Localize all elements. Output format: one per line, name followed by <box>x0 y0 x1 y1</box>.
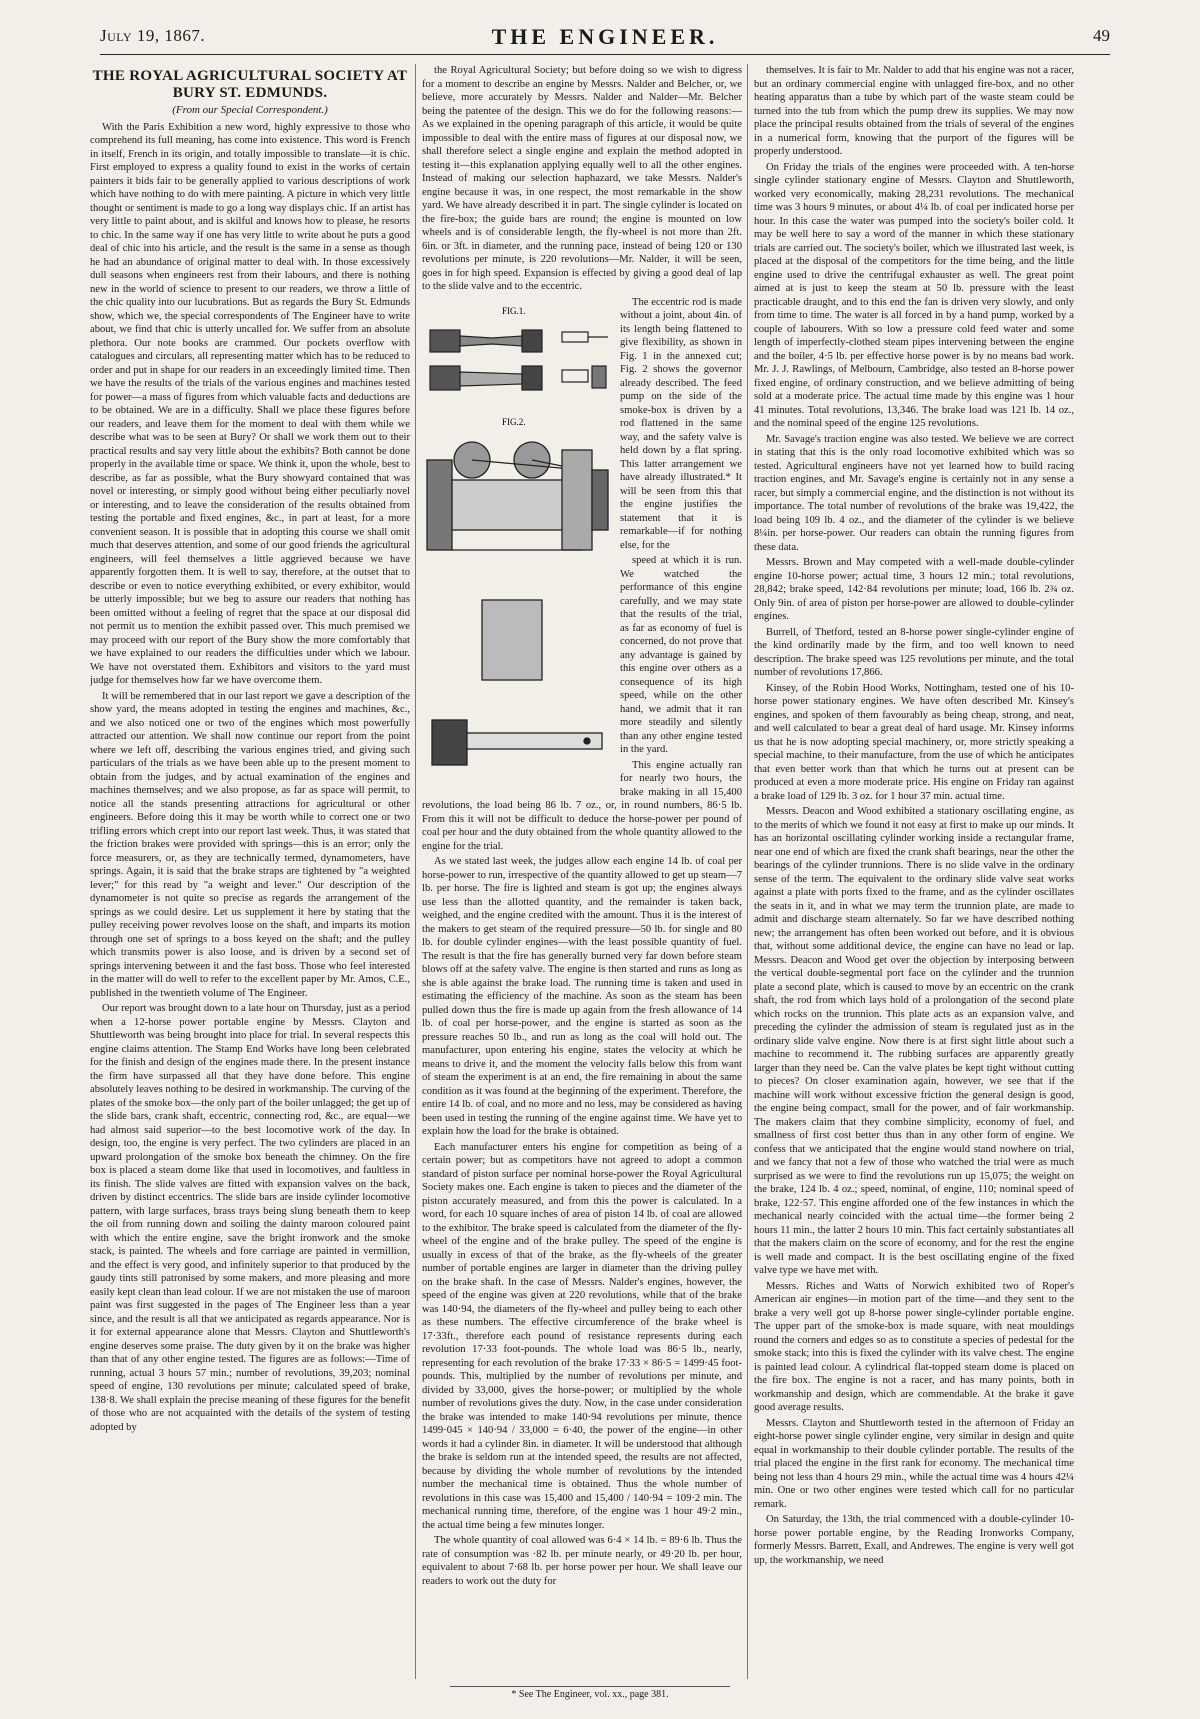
paragraph: Messrs. Deacon and Wood exhibited a stationary oscillating engine, as to the merits of which we found it not easy at first to make up our minds. It has an horizontal oscillating cylinder working inside a rectangular frame, near one end of which are fixed the crank shaft bearings, near the other the bearings of the cylinder trunnions. There is no slide valve in the ordinary sense of the term. The equivalent to the ordinary slide valve seat works against a plate with ports fixed to the frame, and as the cylinder oscillates the seats in it, and in what we may term the trunnion plate, are made to admit and discharge steam alternately. So far we have described nothing new; the arrangement has often been worked out before, and it is obvious that, without some additional device, the engine can have no lead or lap. Messrs. Deacon and Wood get over the objection by interposing between the vertical double-segmental port face on the cylinder and the trunnion plate a second plate, which is caused to move by an eccentric on the crank shaft, the rod from which lays hold of a prolongation of the second plate which rocks on the trunnion. This plate acts as an expansion valve, and preceding the cylinder the admission of steam is regulated just as in the ordinary slide valve engine. Now there is at first sight little about such a machine to recommend it. The rubbing surfaces are apparently greatly larger than they need be. Can the valve plates be kept tight without cutting to pieces? On closer examination again, however, we see that if the machine will work without excessive friction the general design is good, the engine being compact, small for the power, and of fair workmanship. The makers claim that they combine simplicity, economy of fuel, and smallness of first cost better thus than in any other form of engine. We confess that we anticipated that the engine would stand nowhere on trial, and we fancy that not a few of those who watched the trial were as much surprised as we were to find the revolutions run up 15,075; the weight on the brake, 124 lb. 4 oz.; speed, nominal, of engine, 110; nominal speed of brake, 122·57. This engine afforded one of the few instances in which the mechanical nearly coincided with the actual time—the former being 2 hours 11 min., the latter 2 hours 10 min. This fact certainly substantiates all that the makers claim on the score of economy, and for the rest the engine is well made and compact. It is the best oscillating engine of the fixed valve type we have met with. <box>754 806 1074 1276</box>
paragraph: Kinsey, of the Robin Hood Works, Nottingham, tested one of his 10-horse power stationary engines. We have often described Mr. Kinsey's engines, and spoken of them favourably as being cheap, strong, and neat, and well calculated to bear a great deal of hard usage. Mr. Kinsey informs us that he is now adopting special machinery, or, more strictly speaking a special machine, to their manufacture, from the use of which he anticipates that even better work than that which he turns out at present can be produced at even a more moderate price. His engine on Friday ran against a brake load of 129 lb. 3 oz. for 1 hour 37 min. actual time. <box>754 682 1074 802</box>
paragraph: It will be remembered that in our last report we gave a description of the show yard, the means adopted in testing the engines and machines, &c., and we also noticed one or two of the engines which most powerfully attracted our attention. We shall now continue our report from the point where we left off, describing the various engines tried, and giving such particulars of the trials as we have been able up to the present moment to obtain from the judges, and by actual examination of the engines and machines themselves; and we also propose, as far as space will permit, to notice all the stands presenting attractions for agricultural or other engineers. Before doing this it may be worth while to correct one or two trifling errors which crept into our report last week. Thus, it was stated that the friction brakes were provided with springs—this is an error; only the force measurers, or, as they are technically termed, dynamometers, have springs. Again, it is said that the brake straps are tightened by "a weighted lever;" for this read by "a weight and lever." Our description of the dynamometer is not quite so precise as regards the arrangement of the springs as we could desire. Let us supplement it here by stating that the pulley receiving power revolves loose on the shaft, and imparts its motion through one set of springs to a boss keyed on the shaft; and the pulley which transmits power is also loose, and is driven by a second set of springs intervening between it and the fast boss. Those who feel interested in the matter will do well to refer to the excellent paper by Mr. Amos, C.E., published in the twentieth volume of The Engineer. <box>90 690 410 999</box>
paragraph: Messrs. Riches and Watts of Norwich exhibited two of Roper's American air engines—in motion part of the time—and they sent to the brake a very well got up 8-horse power single-cylinder portable engine. The upper part of the smoke-box is made square, with neat mouldings round the corners and edges so as to constitute a species of pedestal for the smoke stack; into this is fixed the cylinder with its valve chest. The engine is painted lead colour. A cylindrical flat-topped steam dome is placed on the fire box. The engine is not a racer, and has many points, both in workmanship and design, which are commendable. At the brake it gave good average results. <box>754 1280 1074 1413</box>
paragraph: As we stated last week, the judges allow each engine 14 lb. of coal per horse-power to run, irrespective of the quantity allowed to get up steam—7 lb. per horse. The fire is lighted and steam is got up; the engines always use less than the allotted quantity, and the remainder is taken back, weighed, and the engine credited with the amount. Thus it is the interest of the makers to get steam of the required pressure—50 lb. for single and 80 lb. for double cylinder engines—with the least possible quantity of fuel. The result is that the fire has generally burned very far down before steam blows off at the safety valve. The engine is then started and runs as long as she is able against the brake load. The running time is taken and used in estimating the efficiency of the machine. As soon as the steam has been pulled down thus the fire is made up again from the fresh allowance of 14 lb. of coal per horse-power, and the engine is started as soon as the pressure reaches 50 lb., and run as long as the coal will hold out. The manufacturer, upon entering his engine, states the velocity at which he means to drive it, and the moment the velocity falls below this from want of steam the experiment is at an end, the fire remaining in about the same condition as it was found at the beginning of the experiment. Therefore, the entire 14 lb. of coal, and no more and no less, may be considered as having been used in testing the running of the engine against time. We have yet to explain how the load for the brake is obtained. <box>422 856 742 1137</box>
column-2 <box>422 64 742 1684</box>
fig1-label: FIG.1. <box>502 305 526 316</box>
masthead-title: THE ENGINEER. <box>491 24 719 49</box>
paragraph: With the Paris Exhibition a new word, highly expressive to those who comprehend its full meaning, has come into existence. This word is French in itself, French in its origin, and totally impossible to translate—it is chic. First employed to express a quality found to exist in the works of certain painters it bids fair to be generally applied to various descriptions of work which have nothing to do with mere painting. A picture in which very little thought or sentiment is made to go a long way displays chic. If an artist has very little to paint about, and is skilful and knows how to please, he resorts to chic. In the same way if one has very little to write about he puts a good deal of chic into his article, and the result is the same in a sense as though he had an abundance of original matter to deal with. In those excessively dull seasons when engineers rest from their labours, and there is nothing new in the world of science to present to our readers, we throw a little of the chic quality into our lucubrations. But as regards the Bury St. Edmunds show, which we, the special correspondents of The Engineer have to write about, we find that chic is utterly uncalled for. We suffer from an absolute plethora. Our note books are crammed. Our pockets overflow with catalogues and circulars, all representing matter which has to be reduced to order and put in shape for our readers in an exceedingly limited time. Then we have the results of the trials of the various engines and machines tested for power—a mass of figures from which valuable facts and deductions are to be obtained. We are in a difficulty. Shall we place these figures before our readers, and leave them for the moment to deal with them while we describe what was to be seen at Bury? Or shall we work them out to their practical results and say very little about the exhibits? Both cannot be done properly in the available time or space. We think it, upon the whole, best to describe, as far as possible, what the Bury showyard contained that was novel or interesting, or simply good without being either peculiarly novel or interesting, and to leave the consideration of the results obtained from testing the portable and fixed engines, &c., in part at least, for a more convenient season. It is possible that in adopting this course we shall omit much that deserves attention, and some of our good friends the agricultural engineers, will feel themselves a little aggrieved because we have apparently forgotten them. It is well to say, therefore, at the outset that to describe or even to notice everything exhibited, or every exhibitor, would be utterly impossible; but we beg to assure our readers that nothing has been omitted without a feeling of regret that the space at our disposal did not permit us to mention the exhibit passed over. This much premised we may proceed with our report of the Bury show the more comfortably that we have explained to our readers the difficulties under which we labour. We have not overstated them. Exhibitors and visitors to the yard must judge for themselves how far we have overcome them. <box>90 121 410 686</box>
footnote: * See The Engineer, vol. xx., page 381. <box>450 1686 730 1700</box>
paragraph: On Saturday, the 13th, the trial commenced with a double-cylinder 10-horse power portable engine, by the Reading Ironworks Company, formerly Messrs. Barrett, Exall, and Andrewes. The engine is very well got up, the workmanship, we need <box>754 1514 1074 1566</box>
column-3 <box>754 64 1074 1684</box>
issue-date: July 19, 1867. <box>100 26 206 45</box>
page-header <box>100 24 1110 55</box>
paragraph: Burrell, of Thetford, tested an 8-horse power single-cylinder engine of the kind ordinarily made by the firm, and too well known to need description. The brake speed was 125 revolutions per minute, and the total number of revolutions 17,866. <box>754 626 1074 678</box>
paragraph: the Royal Agricultural Society; but before doing so we wish to digress for a moment to describe an engine by Messrs. Nalder and Belcher, or, we believe, more accurately by Messrs. Nalder and Nalder—Mr. Belcher being the patentee of the design. This we do for the following reasons:—As we explained in the opening paragraph of this article, it would be quite impossible to deal with the entire mass of figures at our disposal now, we shall therefore select a single engine and explain the method adopted in testing it—this explanation applying equally well to all the other engines. Instead of making our selection haphazard, we take Messrs. Nalder's engine because it was, in one respect, the most remarkable in the show yard. We have already described it in part. The single cylinder is located on the fire-box; the guide bars are round; the engine is mounted on low wheels and is of considerable length, the fly-wheel is not more than 2ft. 6in. or 3ft. in diameter, and the running pace, instead of being 120 or 130 revolutions per minute, is 220 revolutions—Mr. Nalder, it will be seen, goes in for high speed. Expansion is effected by giving a good deal of lap to the slide valve and to the eccentric. <box>422 65 742 292</box>
paragraph: The eccentric rod is made without a joint, about 4in. of its length being flattened to give flexibility, as shown in Fig. 1 in the annexed cut; Fig. 2 shows the governor already described. The feed pump on the side of the smoke-box is driven by a rod flattened in the same way, and the safety valve is held down by a flat spring. This latter arrangement we have already illustrated.* It will be seen from this that the engine justifies the statement that it is remarkable—if for nothing else, for the <box>620 296 742 551</box>
engine-figure <box>422 300 612 785</box>
column-rule <box>747 64 748 1679</box>
paragraph: speed at which it is run. We watched the performance of this engine carefully, and we may state that the results of the trial, as far as economy of fuel is concerned, do not prove that any advantage is gained by this engine over others as a consequence of its high speed, while on the other hand, we admit that it ran more steadily and silently than any other engine tested in the yard. <box>620 555 742 755</box>
eccentric-rod-drawing <box>430 330 608 390</box>
article-title: THE ROYAL AGRICULTURAL SOCIETY AT BURY ST. EDMUNDS. <box>92 68 408 101</box>
paragraph: The whole quantity of coal allowed was 6·4 × 14 lb. = 89·6 lb. Thus the rate of consumption was ·82 lb. per minute nearly, or 49·20 lb. per hour, equivalent to about 7·68 lb. per horse power per hour. We shall leave our readers to work out the duty for <box>422 1535 742 1587</box>
page-number: 49 <box>1093 26 1110 45</box>
paragraph: Messrs. Brown and May competed with a well-made double-cylinder engine 10-horse power; actual time, 3 hours 12 min.; total revolutions, 28,842; brake speed, 142·84 revolutions per minute; load, 166 lb. 2¾ oz. Only 9in. of area of piston per horse-power are allowed to double-cylinder engines. <box>754 557 1074 622</box>
paragraph: Our report was brought down to a late hour on Thursday, just as a period when a 12-horse power portable engine by Messrs. Clayton and Shuttleworth was being brought into place for trial. In several respects this engine claims attention. The Stamp End Works have long been celebrated for the finish and design of the engines made there. In the present instance the firm have surpassed all that they have done before. This engine absolutely leaves nothing to be desired in workmanship. The curving of the plates of the smoke box—the only part of the boiler unlagged; the get up of the slide bars, crank shaft, eccentric, connecting rod, &c., are equal—we had almost said superior—to the best locomotive work of the day. In design, too, the engine is very perfect. The two cylinders are placed in an upward prolongation of the smoke box beneath the chimney. On the fire box is placed a steam dome like that used in locomotives, and faultless in its finish. The slide valves are fitted with expansion valves on the back, driven by distinct eccentrics. The slide bars are inside cylinder locomotive pattern, with large surfaces, brass trays being slung beneath them to keep the oil from running down and soiling the dainty maroon coloured paint with which the entire engine, save the bright ironwork and the smoke stack, is painted. The wheels and fore carriage are painted in vermillion, and the effect is very good, and infinitely superior to that produced by the gaudy tints still patronised by some makers, and more pleasing and more easily kept clean than lead colour. If we are not mistaken the use of maroon paint was first suggested in the pages of The Engineer less than a year since, and the result is all that we anticipated as regards appearance. Nor is it for external appearance alone that Messrs. Clayton and Shuttleworth's engine deserves some praise. The duty given by it on the brake was higher than that of any other engine tested. The figures are as follows:—Time of running, actual 3 hours 57 min.; number of revolutions, 39,203; nominal speed of engine, 130 revolutions per minute; calculated speed of brake, 138·8. We shall explain the precise meaning of these figures for the benefit of those who are not acquainted with the details of the system of testing adopted by <box>90 1003 410 1433</box>
column-rule <box>415 64 416 1679</box>
article-byline: (From our Special Correspondent.) <box>172 104 328 116</box>
fig2-label: FIG.2. <box>502 416 526 427</box>
engine-figure-drawing <box>422 300 612 785</box>
paragraph: This engine actually ran for nearly two hours, the brake making in all 15,400 revolutions, the load being 86 lb. 7 oz., or, in round numbers, 86·5 lb. From this it will not be difficult to deduce the horse-power per pound of coal per hour and the duty obtained from the whole quantity allowed to the engine for the trial. <box>422 759 742 852</box>
paragraph: On Friday the trials of the engines were proceeded with. A ten-horse single cylinder stationary engine of Messrs. Clayton and Shuttleworth, worked very economically, making 28,231 revolutions. The mechanical time was 3 hours 9 minutes, or about 4¼ lb. of coal per indicated horse per hour. In this case the water was pumped into the society's boiler cold. It may be well here to say a word of the manner in which these stationary trials are carried out. The society's boiler, which we illustrated last week, is placed at the disposal of the competitors for the time being, and the little engine used to drive the centrifugal exhauster as well. The great point aimed at is just to keep the steam at 50 lb. pressure with the least practicable draught, and to this end the fan is driven very slowly, and only from time to time. The water is all forced in by a hand pump, worked by a couple of labourers. With so low a pressure cold feed water and some length of imperfectly-clothed steam pipes intervening between the engine and the boiler, 4·5 lb. per effective horse power is by no means bad work. Mr. J. J. Rawlings, of Melbourn, Cambridge, also tested an 8-horse power fixed engine, of ordinary construction, and we believe admitting of being sold at a moderate price. The actual time made by this engine was 1 hour 41 minutes. Total revolutions, 13,346. The brake load was 121 lb. 14 oz., and the nominal speed of the engine 125 revolutions. <box>754 161 1074 429</box>
column-1 <box>90 64 410 1684</box>
paragraph: themselves. It is fair to Mr. Nalder to add that his engine was not a racer, but an ordinary commercial engine with unlagged fire-box, and no other heating apparatus than a tube by which part of the waste steam could be turned into the tub from which the pump drew its supplies. We may now place the principal results obtained from the trials of several of the engines in a numerical form, knowing that the purport of the figures will be properly understood. <box>754 65 1074 157</box>
paragraph: Messrs. Clayton and Shuttleworth tested in the afternoon of Friday an eight-horse power single cylinder engine, very similar in design and quite equal in workmanship to their double cylinder portable. The results of the trial placed the engine in the first rank for economy. The mechanical time being not less than 4 hours 29 min., while the actual time was 4 hours 42¼ min. One or two other engines were tested which call for no particular remark. <box>754 1417 1074 1510</box>
governor-drawing <box>427 442 608 765</box>
paragraph: Mr. Savage's traction engine was also tested. We believe we are correct in stating that this is the only road locomotive exhibited which was so tested. Agricultural engineers have not yet learned how to build racing traction engines, and Mr. Savage's engine is certainly not in any sense a racer, but simply a commercial engine, and the distinction is not without its importance. The total number of revolutions of the brake was 19,422, the load being 109 lb. 4 oz., and the diameter of the cylinder is we believe 8¼in. per horse-power. Our readers can obtain the running figures from these data. <box>754 433 1074 553</box>
paragraph: Each manufacturer enters his engine for competition as being of a certain power; but as competitors have not agreed to adopt a common standard of piston surface per nominal horse-power the Royal Agricultural Society makes one. Each engine is taken to pieces and the diameter of the piston accurately measured, and from this the power is calculated. In a word, for each 10 square inches of area of piston 14 lb. of coal are allowed to the exhibitor. The brake speed is calculated from the diameter of the fly-wheel of the engine and of the brake pulley. The speed of the engine is usually in excess of that of the brake, as the fly-wheels of the greater number of portable engines are larger in diameter than the driving pulley on the brake shaft. In the case of Messrs. Nalder's engines, however, the speed of the engine was given at 220 revolutions, while that of the brake was 140·94, the diameters of the fly-wheel and pulley being to each other as these numbers. The effective circumference of the brake wheel is 17·33ft., therefore each pound of resistance represents during each revolution 17·33 foot-pounds. The whole load was 86·5 lb., nearly, representing for each revolution of the brake 17·33 × 86·5 = 1499·45 foot-pounds. This, multiplied by the number of revolutions per minute, and divided by 33,000, gives the horse-power; or multiplied by the whole number of revolutions gives the duty. Now, in the case under consideration the brake was intended to make 140·94 revolutions per minute, thence 1499·045 × 140·94 / 33,000 = 6·40, the power of the engine—in other words it had a cylinder 8in. in diameter. It will be understood that although the brake is seldom run at the intended speed, the results are not affected, because by dividing the whole number of revolutions by the intended number the mechanical time is obtained. Thus the whole number of revolutions in this case was 15,400 and 15,400 / 140·94 = 109·2 min. The mechanical running time, therefore, of the engine was 1 hour 49·2 min., the actual time being a few minutes longer. <box>422 1141 742 1531</box>
